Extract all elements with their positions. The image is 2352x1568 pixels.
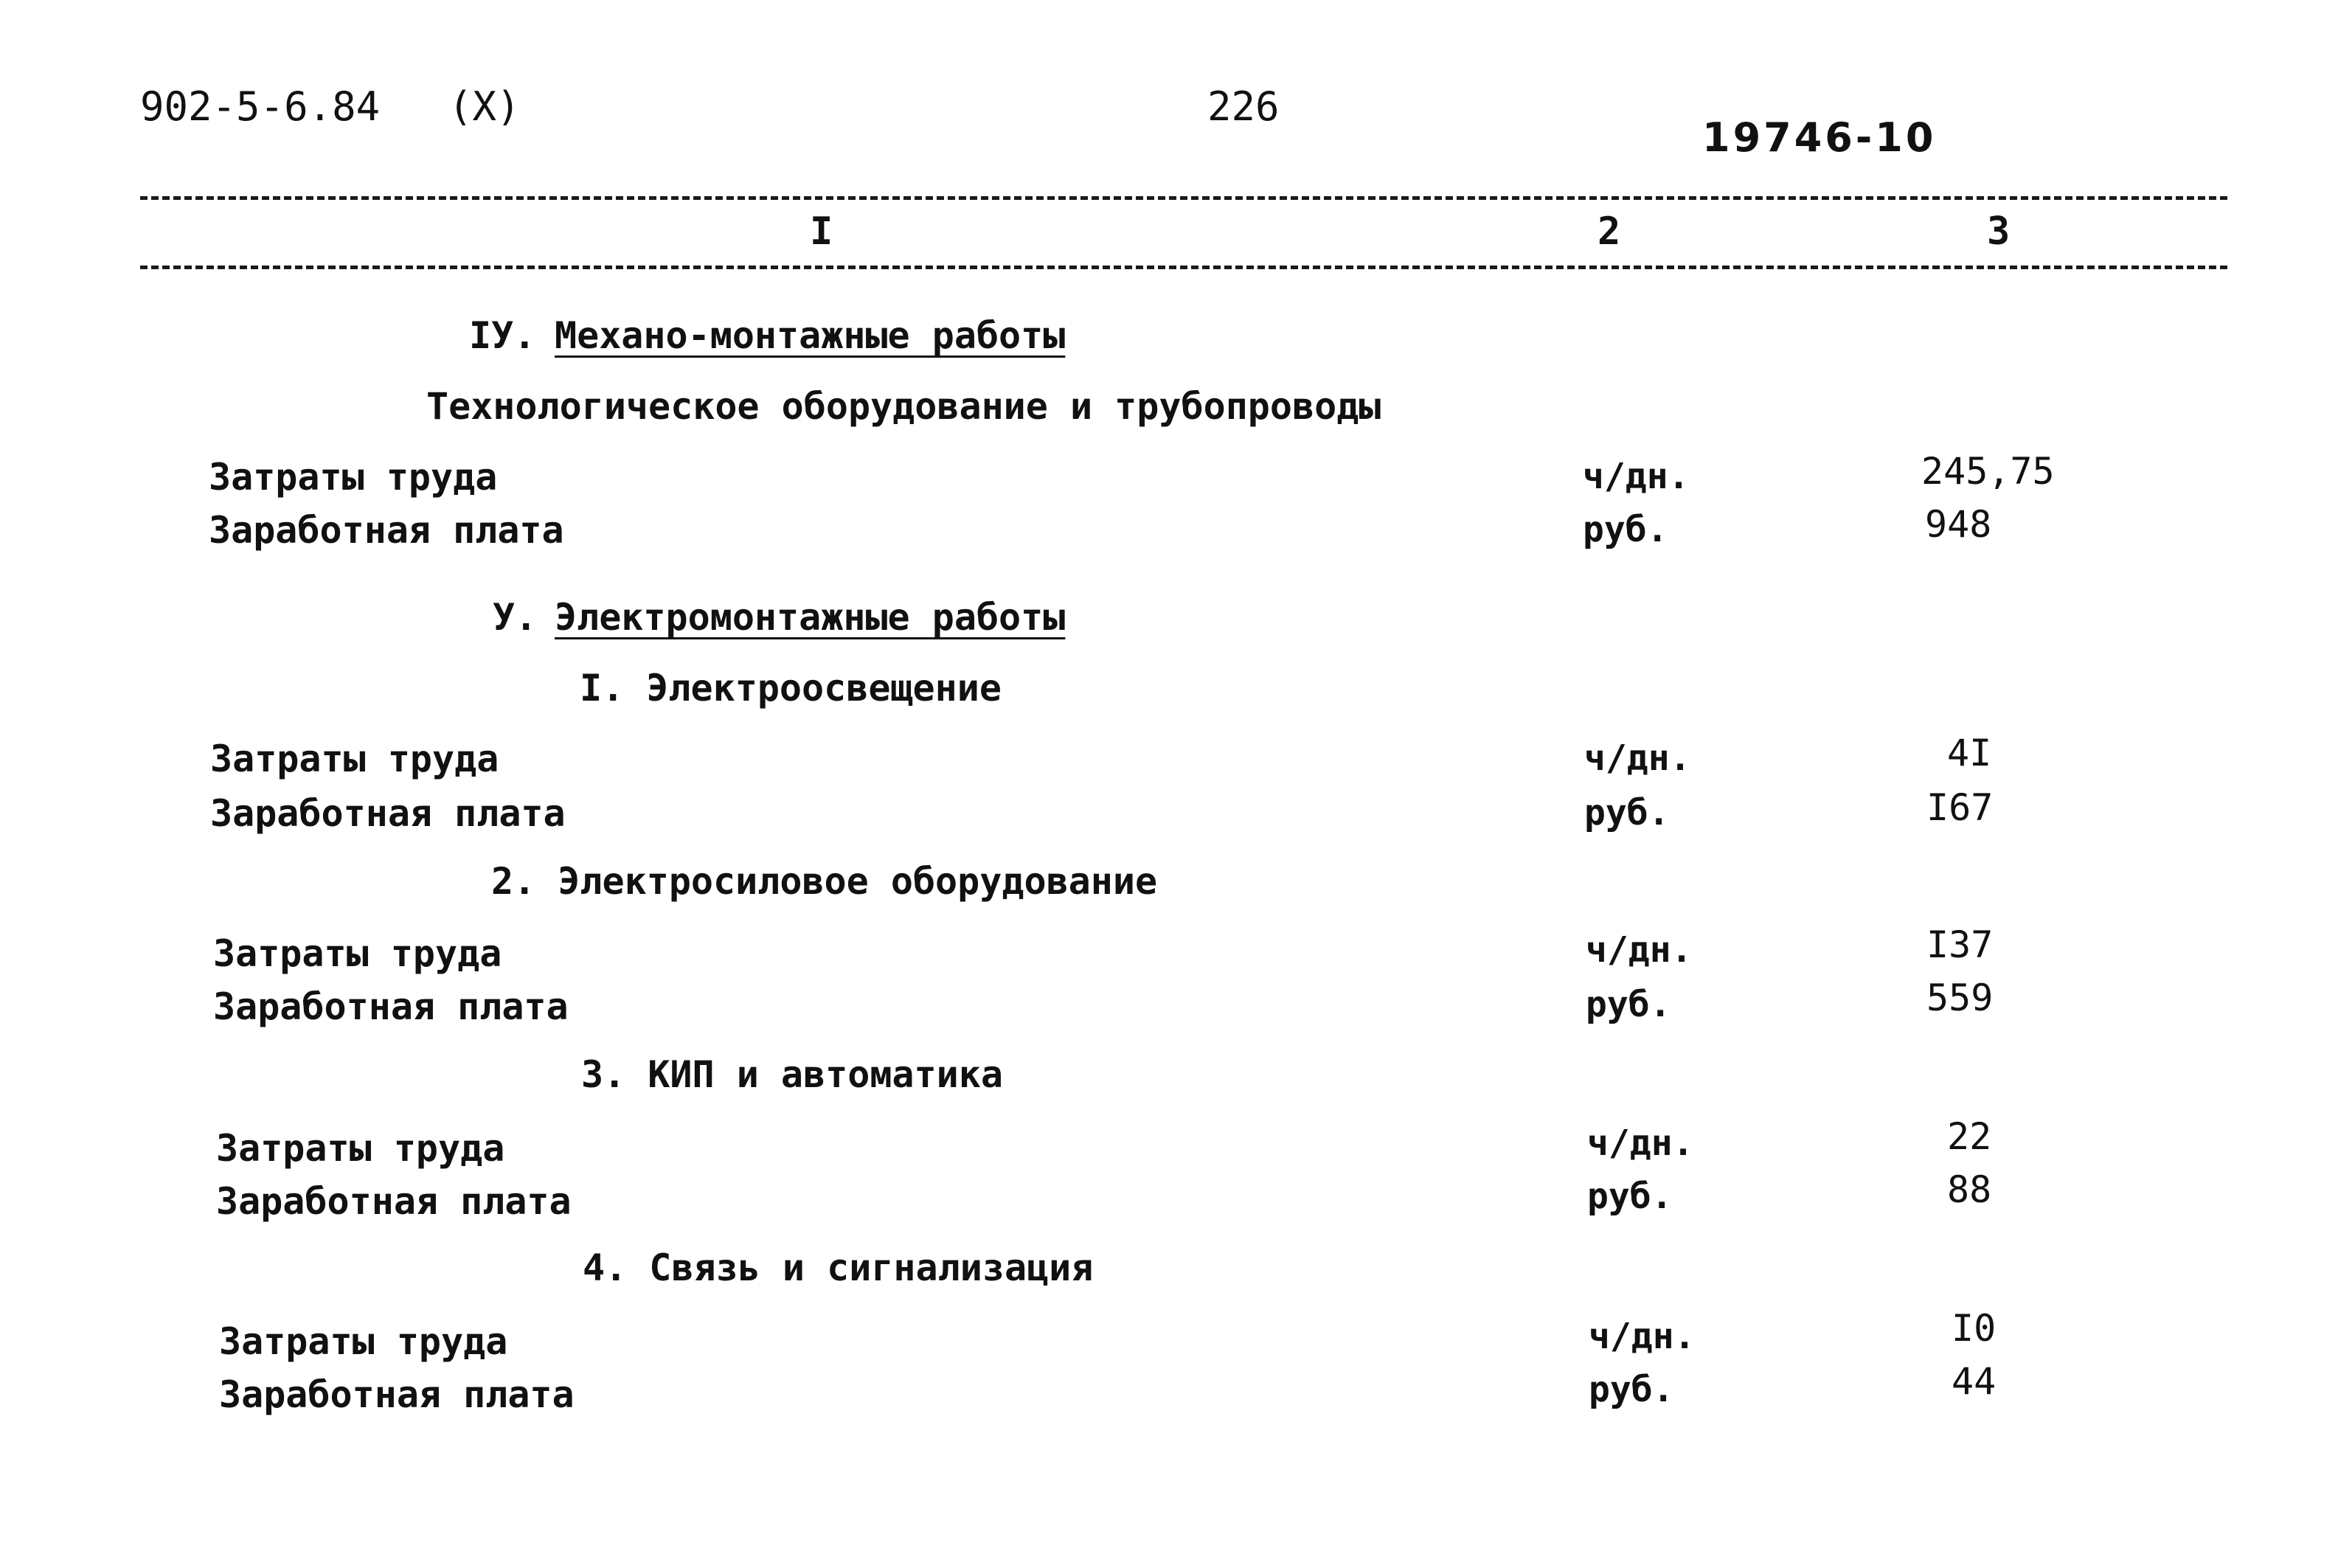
row-value: 44 xyxy=(1952,1360,1997,1403)
row-unit: руб. xyxy=(1589,1369,1674,1410)
subsection-title: 4. Связь и сигнализация xyxy=(583,1246,1094,1289)
row-label: Заработная плата xyxy=(216,1180,572,1223)
row-label: Затраты труда xyxy=(216,1127,505,1170)
subsection-title: Технологическое оборудование и трубопроводы xyxy=(426,385,1381,428)
section-title-number: У. xyxy=(493,596,538,639)
section-title-number: IУ. xyxy=(469,314,536,357)
row-unit: ч/дн. xyxy=(1584,738,1691,779)
column-header-2: 2 xyxy=(1598,209,1621,254)
subsection-title: 2. Электросиловое оборудование xyxy=(491,860,1158,903)
row-label: Заработная плата xyxy=(213,985,569,1028)
document-code: 902-5-6.84 xyxy=(140,83,381,130)
row-unit: ч/дн. xyxy=(1583,456,1690,497)
subsection-title: I. Электроосвещение xyxy=(580,667,1002,710)
row-value: 948 xyxy=(1925,503,1992,546)
row-label: Заработная плата xyxy=(219,1373,575,1416)
row-value: I0 xyxy=(1952,1307,1997,1350)
section-title: Механо-монтажные работы xyxy=(555,314,1066,357)
row-label: Заработная плата xyxy=(210,792,566,835)
row-unit: руб. xyxy=(1586,984,1671,1025)
row-unit: руб. xyxy=(1583,509,1668,550)
row-value: 245,75 xyxy=(1921,450,2055,493)
row-unit: ч/дн. xyxy=(1586,929,1693,971)
subsection-title: 3. КИП и автоматика xyxy=(581,1053,1003,1096)
document-variant: (X) xyxy=(448,83,521,130)
row-value: 88 xyxy=(1947,1168,1992,1211)
row-label: Затраты труда xyxy=(213,932,502,975)
row-unit: ч/дн. xyxy=(1589,1316,1696,1357)
header-bottom-divider xyxy=(140,266,2227,269)
row-label: Заработная плата xyxy=(209,509,564,552)
section-title: Электромонтажные работы xyxy=(555,596,1066,639)
row-unit: руб. xyxy=(1587,1176,1673,1217)
page-number: 226 xyxy=(1207,83,1280,130)
row-value: I37 xyxy=(1926,923,1994,966)
row-label: Затраты труда xyxy=(209,456,498,499)
row-label: Затраты труда xyxy=(210,738,499,780)
column-header-1: I xyxy=(810,209,833,254)
row-unit: ч/дн. xyxy=(1587,1123,1694,1164)
handwritten-registration-code: 19746-10 xyxy=(1702,114,1937,161)
row-value: 559 xyxy=(1926,976,1994,1019)
header-top-divider xyxy=(140,196,2227,200)
row-label: Затраты труда xyxy=(219,1320,508,1363)
row-unit: руб. xyxy=(1584,792,1670,833)
column-header-3: 3 xyxy=(1987,209,2011,254)
row-value: 4I xyxy=(1947,732,1992,774)
row-value: I67 xyxy=(1926,786,1994,829)
row-value: 22 xyxy=(1947,1115,1992,1158)
